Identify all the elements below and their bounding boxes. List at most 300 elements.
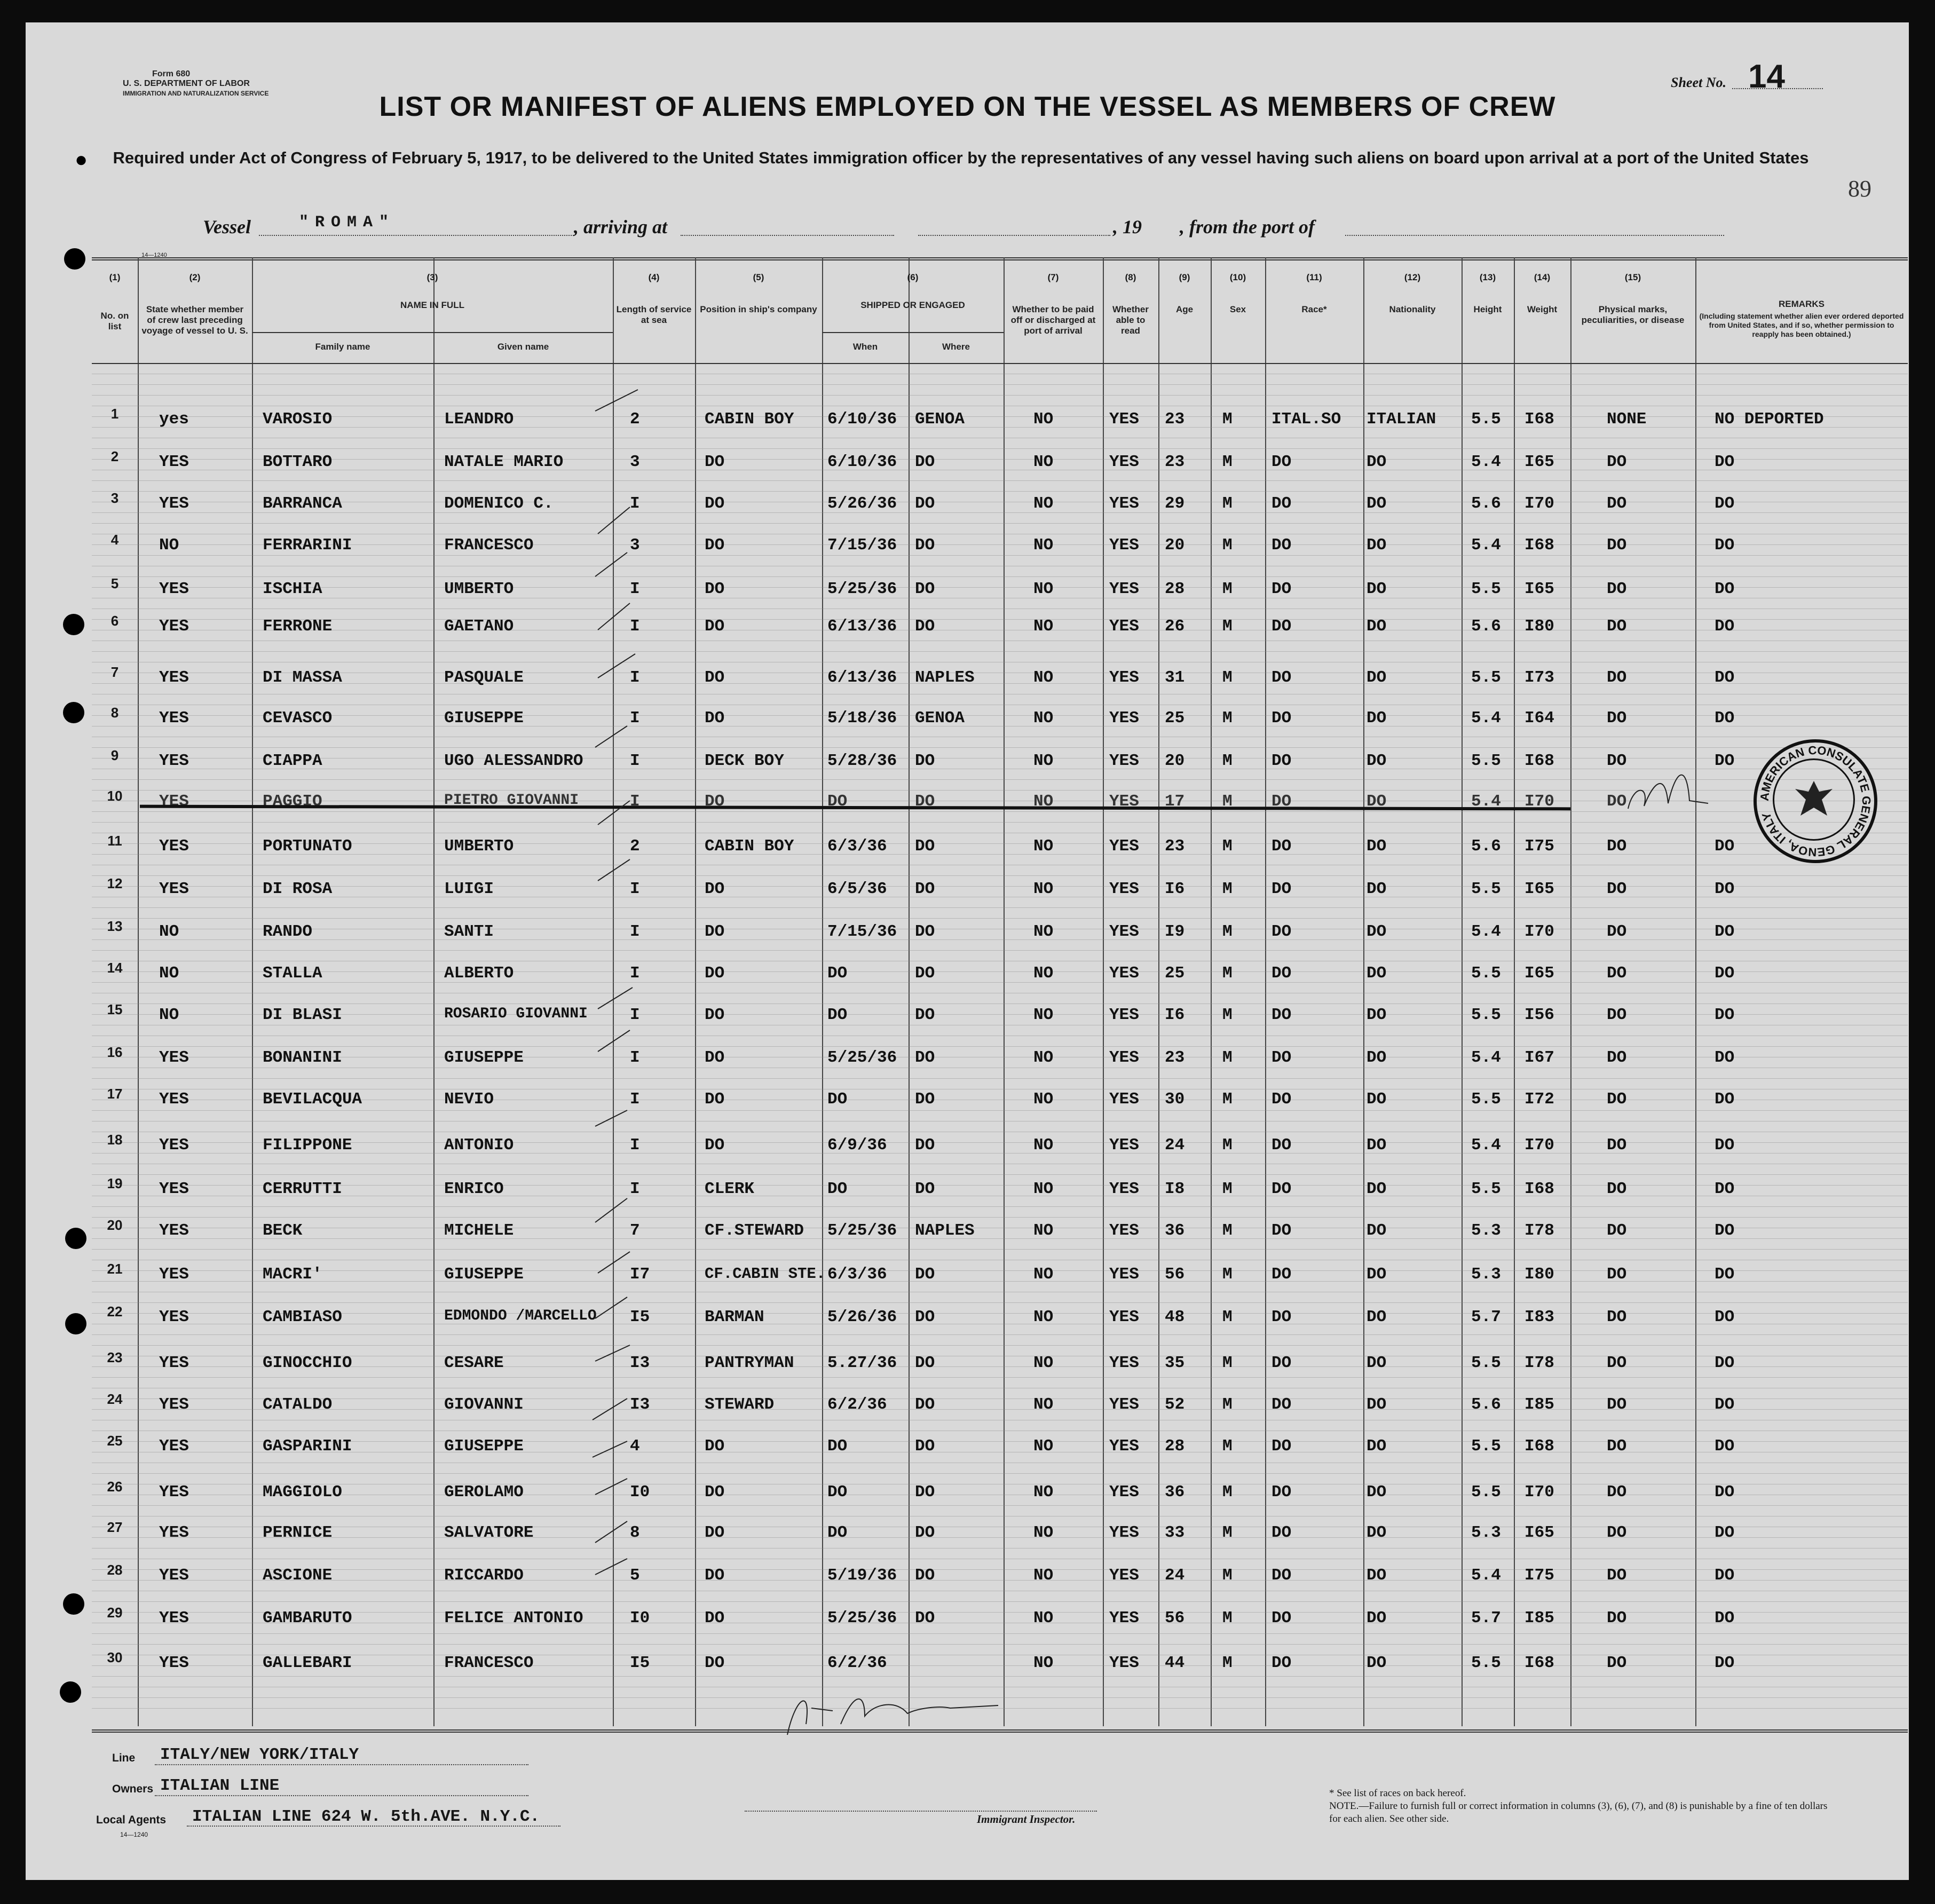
row-number: 26 bbox=[107, 1479, 123, 1495]
cell-read: YES bbox=[1109, 536, 1139, 555]
cell-nationality: DO bbox=[1367, 536, 1387, 555]
cell-sex: M bbox=[1222, 1308, 1233, 1326]
cell-race: DO bbox=[1271, 1566, 1292, 1585]
cell-where: GENOA bbox=[915, 709, 965, 728]
cell-read: YES bbox=[1109, 1609, 1139, 1628]
cell-height: 5.6 bbox=[1471, 1395, 1501, 1414]
cell-service: 4 bbox=[630, 1437, 640, 1456]
cell-given: UMBERTO bbox=[444, 837, 514, 856]
cell-given: LEANDRO bbox=[444, 410, 514, 429]
cell-remarks: DO bbox=[1715, 1090, 1735, 1109]
cell-nationality: DO bbox=[1367, 964, 1387, 983]
cell-when: DO bbox=[827, 1006, 848, 1024]
cell-height: 5.5 bbox=[1471, 410, 1501, 429]
cell-where: DO bbox=[915, 964, 935, 983]
cell-weight: I75 bbox=[1525, 837, 1554, 856]
cell-family: MACRI' bbox=[263, 1265, 322, 1284]
cell-marks: NONE bbox=[1607, 410, 1647, 429]
column-number: (8) bbox=[1125, 272, 1136, 282]
cell-marks: DO bbox=[1607, 837, 1627, 856]
cell-age: I8 bbox=[1165, 1180, 1185, 1198]
cell-sex: M bbox=[1222, 1566, 1233, 1585]
cell-family: RANDO bbox=[263, 922, 313, 941]
cell-family: CIAPPA bbox=[263, 752, 322, 770]
cell-sex: M bbox=[1222, 1483, 1233, 1502]
cell-marks: DO bbox=[1607, 922, 1627, 941]
cell-marks: DO bbox=[1607, 1566, 1627, 1585]
cell-marks: DO bbox=[1607, 880, 1627, 898]
cell-race: DO bbox=[1271, 453, 1292, 471]
cell-family: PORTUNATO bbox=[263, 837, 352, 856]
row-number: 19 bbox=[107, 1175, 123, 1191]
cell-service: 2 bbox=[630, 410, 640, 429]
cell-when: 6/10/36 bbox=[827, 453, 897, 471]
cell-nationality: DO bbox=[1367, 1483, 1387, 1502]
row-number: 12 bbox=[107, 875, 123, 891]
cell-height: 5.7 bbox=[1471, 1609, 1501, 1628]
cell-when: 6/3/36 bbox=[827, 837, 887, 856]
cell-when: 5/25/36 bbox=[827, 1048, 897, 1067]
cell-race: DO bbox=[1271, 709, 1292, 728]
cell-when: DO bbox=[827, 1483, 848, 1502]
cell-age: 31 bbox=[1165, 668, 1185, 687]
cell-sex: M bbox=[1222, 922, 1233, 941]
cell-paid: NO bbox=[1033, 1483, 1054, 1502]
column-header: Whether able to read bbox=[1112, 304, 1149, 336]
cell-height: 5.5 bbox=[1471, 1006, 1501, 1024]
cell-where: DO bbox=[915, 752, 935, 770]
cell-age: 20 bbox=[1165, 752, 1185, 770]
cell-weight: I65 bbox=[1525, 453, 1554, 471]
cell-age: I6 bbox=[1165, 1006, 1185, 1024]
cell-height: 5.6 bbox=[1471, 617, 1501, 636]
cell-read: YES bbox=[1109, 1308, 1139, 1326]
cell-family: BARRANCA bbox=[263, 494, 342, 513]
cell-height: 5.5 bbox=[1471, 1090, 1501, 1109]
cell-age: 24 bbox=[1165, 1566, 1185, 1585]
cell-when: 6/2/36 bbox=[827, 1654, 887, 1672]
sheet-number: 14 bbox=[1748, 58, 1785, 95]
cell-paid: NO bbox=[1033, 410, 1054, 429]
cell-given: GAETANO bbox=[444, 617, 514, 636]
row-number: 27 bbox=[107, 1519, 123, 1535]
cell-prev: YES bbox=[159, 1654, 189, 1672]
cell-when: 5/26/36 bbox=[827, 494, 897, 513]
cell-given: GIOVANNI bbox=[444, 1395, 524, 1414]
cell-remarks: DO bbox=[1715, 1048, 1735, 1067]
remarks-note: (Including statement whether alien ever ordered deported from United States, and if so, whether permission to reapply has been obtained.) bbox=[1699, 312, 1904, 338]
cell-service: I bbox=[630, 1180, 640, 1198]
cell-remarks: DO bbox=[1715, 580, 1735, 598]
cell-service: I bbox=[630, 880, 640, 898]
row-number: 3 bbox=[110, 490, 119, 506]
column-header: State whether member of crew last preceding voyage of vessel to U. S. bbox=[141, 304, 248, 336]
cell-nationality: DO bbox=[1367, 1265, 1387, 1284]
cell-weight: I70 bbox=[1525, 494, 1554, 513]
cell-given: SANTI bbox=[444, 922, 494, 941]
cell-position: DO bbox=[705, 964, 725, 983]
cell-race: DO bbox=[1271, 1354, 1292, 1372]
cell-prev: NO bbox=[159, 964, 179, 983]
cell-read: YES bbox=[1109, 1180, 1139, 1198]
row-number: 11 bbox=[107, 833, 122, 849]
cell-nationality: DO bbox=[1367, 1654, 1387, 1672]
cell-weight: I70 bbox=[1525, 792, 1554, 811]
cell-paid: NO bbox=[1033, 1395, 1054, 1414]
cell-given: PIETRO GIOVANNI bbox=[444, 792, 579, 809]
cell-family: MAGGIOLO bbox=[263, 1483, 342, 1502]
column-number: (15) bbox=[1624, 272, 1641, 282]
cell-prev: YES bbox=[159, 1523, 189, 1542]
cell-remarks: DO bbox=[1715, 536, 1735, 555]
cell-marks: DO bbox=[1607, 453, 1627, 471]
cell-age: 23 bbox=[1165, 837, 1185, 856]
cell-remarks: DO bbox=[1715, 1437, 1735, 1456]
cell-age: 28 bbox=[1165, 1437, 1185, 1456]
cell-position: DO bbox=[705, 1006, 725, 1024]
cell-sex: M bbox=[1222, 1265, 1233, 1284]
cell-weight: I68 bbox=[1525, 1437, 1554, 1456]
cell-remarks: DO bbox=[1715, 1006, 1735, 1024]
column-header: Position in ship's company bbox=[700, 304, 817, 314]
cell-family: BOTTARO bbox=[263, 453, 333, 471]
cell-remarks: DO bbox=[1715, 1654, 1735, 1672]
cell-read: YES bbox=[1109, 1006, 1139, 1024]
cell-read: YES bbox=[1109, 1437, 1139, 1456]
cell-read: YES bbox=[1109, 1483, 1139, 1502]
cell-where: DO bbox=[915, 1437, 935, 1456]
cell-nationality: DO bbox=[1367, 453, 1387, 471]
column-header: Nationality bbox=[1389, 304, 1436, 314]
column-header: Length of service at sea bbox=[616, 304, 692, 325]
cell-family: CAMBIASO bbox=[263, 1308, 342, 1326]
cell-service: I5 bbox=[630, 1654, 650, 1672]
column-number: (4) bbox=[648, 272, 660, 282]
cell-paid: NO bbox=[1033, 1566, 1054, 1585]
cell-position: DO bbox=[705, 1483, 725, 1502]
column-header: Whether to be paid off or discharged at port of arrival bbox=[1010, 304, 1096, 336]
column-header: Age bbox=[1175, 304, 1194, 314]
cell-sex: M bbox=[1222, 1395, 1233, 1414]
cell-service: 5 bbox=[630, 1566, 640, 1585]
cell-when: 5/26/36 bbox=[827, 1308, 897, 1326]
cell-where: DO bbox=[915, 1006, 935, 1024]
cell-family: BEVILACQUA bbox=[263, 1090, 362, 1109]
row-number: 15 bbox=[107, 1001, 123, 1017]
cell-nationality: DO bbox=[1367, 1136, 1387, 1155]
cell-paid: NO bbox=[1033, 668, 1054, 687]
cell-paid: NO bbox=[1033, 880, 1054, 898]
cell-when: 6/13/36 bbox=[827, 617, 897, 636]
cell-prev: YES bbox=[159, 1483, 189, 1502]
cell-given: LUIGI bbox=[444, 880, 494, 898]
cell-position: PANTRYMAN bbox=[705, 1354, 794, 1372]
cell-sex: M bbox=[1222, 410, 1233, 429]
cell-weight: I80 bbox=[1525, 1265, 1554, 1284]
cell-where: DO bbox=[915, 580, 935, 598]
cell-nationality: DO bbox=[1367, 1048, 1387, 1067]
cell-family: CEVASCO bbox=[263, 709, 333, 728]
cell-service: 3 bbox=[630, 453, 640, 471]
cell-remarks: DO bbox=[1715, 1483, 1735, 1502]
cell-nationality: DO bbox=[1367, 752, 1387, 770]
cell-paid: NO bbox=[1033, 1654, 1054, 1672]
cell-remarks: DO bbox=[1715, 617, 1735, 636]
cell-family: VAROSIO bbox=[263, 410, 333, 429]
cell-position: DO bbox=[705, 494, 725, 513]
cell-prev: YES bbox=[159, 580, 189, 598]
row-number: 28 bbox=[107, 1562, 123, 1578]
cell-where: DO bbox=[915, 1048, 935, 1067]
cell-remarks: DO bbox=[1715, 880, 1735, 898]
cell-age: 28 bbox=[1165, 580, 1185, 598]
cell-read: YES bbox=[1109, 453, 1139, 471]
cell-marks: DO bbox=[1607, 1006, 1627, 1024]
column-number: (3) bbox=[427, 272, 438, 282]
cell-marks: DO bbox=[1607, 709, 1627, 728]
cell-paid: NO bbox=[1033, 1180, 1054, 1198]
service-name: IMMIGRATION AND NATURALIZATION SERVICE bbox=[123, 90, 269, 97]
cell-remarks: DO bbox=[1715, 453, 1735, 471]
cell-weight: I80 bbox=[1525, 617, 1554, 636]
cell-when: 6/2/36 bbox=[827, 1395, 887, 1414]
cell-where: NAPLES bbox=[915, 668, 975, 687]
cell-prev: YES bbox=[159, 880, 189, 898]
cell-family: STALLA bbox=[263, 964, 322, 983]
cell-weight: I65 bbox=[1525, 1523, 1554, 1542]
cell-remarks: DO bbox=[1715, 1566, 1735, 1585]
cell-race: DO bbox=[1271, 922, 1292, 941]
cell-given: FRANCESCO bbox=[444, 536, 534, 555]
cell-family: GAMBARUTO bbox=[263, 1609, 352, 1628]
cell-weight: I68 bbox=[1525, 752, 1554, 770]
cell-when: 7/15/36 bbox=[827, 536, 897, 555]
cell-family: DI BLASI bbox=[263, 1006, 342, 1024]
cell-prev: YES bbox=[159, 1136, 189, 1155]
cell-weight: I64 bbox=[1525, 709, 1554, 728]
row-number: 7 bbox=[110, 664, 119, 680]
cell-position: DO bbox=[705, 536, 725, 555]
column-subheader: Where bbox=[942, 342, 970, 352]
cell-when: 5/25/36 bbox=[827, 1221, 897, 1240]
cell-paid: NO bbox=[1033, 617, 1054, 636]
cell-sex: M bbox=[1222, 792, 1233, 811]
cell-race: DO bbox=[1271, 752, 1292, 770]
column-subheader: Family name bbox=[315, 342, 370, 352]
cell-marks: DO bbox=[1607, 1437, 1627, 1456]
cell-read: YES bbox=[1109, 922, 1139, 941]
cell-weight: I68 bbox=[1525, 410, 1554, 429]
cell-remarks: DO bbox=[1715, 964, 1735, 983]
cell-nationality: DO bbox=[1367, 1308, 1387, 1326]
cell-position: DO bbox=[705, 617, 725, 636]
cell-position: DO bbox=[705, 1090, 725, 1109]
cell-nationality: DO bbox=[1367, 617, 1387, 636]
cell-where: DO bbox=[915, 617, 935, 636]
cell-service: I0 bbox=[630, 1483, 650, 1502]
cell-remarks: DO bbox=[1715, 1308, 1735, 1326]
cell-height: 5.5 bbox=[1471, 1180, 1501, 1198]
cell-prev: YES bbox=[159, 1265, 189, 1284]
cell-race: DO bbox=[1271, 837, 1292, 856]
cell-position: DO bbox=[705, 580, 725, 598]
stamp-text: AMERICAN CONSULATE GENERAL GENOA, ITALY bbox=[1757, 743, 1874, 859]
cell-when: 6/13/36 bbox=[827, 668, 897, 687]
cell-race: DO bbox=[1271, 1483, 1292, 1502]
cell-nationality: DO bbox=[1367, 1523, 1387, 1542]
cell-sex: M bbox=[1222, 1136, 1233, 1155]
cell-paid: NO bbox=[1033, 1354, 1054, 1372]
cell-where: DO bbox=[915, 1090, 935, 1109]
cell-paid: NO bbox=[1033, 1048, 1054, 1067]
cell-height: 5.5 bbox=[1471, 1483, 1501, 1502]
cell-position: CF.STEWARD bbox=[705, 1221, 804, 1240]
cell-given: UGO ALESSANDRO bbox=[444, 752, 583, 770]
cell-nationality: DO bbox=[1367, 1180, 1387, 1198]
cell-height: 5.6 bbox=[1471, 494, 1501, 513]
cell-given: NATALE MARIO bbox=[444, 453, 564, 471]
cell-position: DO bbox=[705, 1523, 725, 1542]
cell-race: ITAL.SO bbox=[1271, 410, 1341, 429]
cell-given: ANTONIO bbox=[444, 1136, 514, 1155]
cell-height: 5.7 bbox=[1471, 1308, 1501, 1326]
cell-given: FRANCESCO bbox=[444, 1654, 534, 1672]
cell-family: FERRONE bbox=[263, 617, 333, 636]
cell-age: 30 bbox=[1165, 1090, 1185, 1109]
cell-given: ALBERTO bbox=[444, 964, 514, 983]
cell-age: 26 bbox=[1165, 617, 1185, 636]
cell-when: DO bbox=[827, 964, 848, 983]
cell-when: 5/28/36 bbox=[827, 752, 897, 770]
cell-prev: YES bbox=[159, 1395, 189, 1414]
year-label: , 19 bbox=[1113, 216, 1142, 238]
cell-height: 5.4 bbox=[1471, 1566, 1501, 1585]
cell-service: I bbox=[630, 1136, 640, 1155]
cell-paid: NO bbox=[1033, 1437, 1054, 1456]
cell-service: I bbox=[630, 580, 640, 598]
cell-race: DO bbox=[1271, 1090, 1292, 1109]
cell-where: DO bbox=[915, 1395, 935, 1414]
cell-nationality: DO bbox=[1367, 880, 1387, 898]
cell-when: DO bbox=[827, 1523, 848, 1542]
eagle-seal-icon bbox=[1773, 759, 1855, 841]
cell-read: YES bbox=[1109, 752, 1139, 770]
cell-nationality: DO bbox=[1367, 1609, 1387, 1628]
footer-form-code: 14—1240 bbox=[120, 1831, 148, 1838]
row-number: 23 bbox=[107, 1349, 123, 1365]
cell-marks: DO bbox=[1607, 1354, 1627, 1372]
cell-where: DO bbox=[915, 1566, 935, 1585]
cell-read: YES bbox=[1109, 880, 1139, 898]
cell-read: YES bbox=[1109, 1395, 1139, 1414]
owners-label: Owners bbox=[112, 1783, 154, 1795]
cell-sex: M bbox=[1222, 1523, 1233, 1542]
cell-remarks: DO bbox=[1715, 837, 1735, 856]
page-number: 89 bbox=[1848, 176, 1871, 202]
row-number: 13 bbox=[107, 918, 123, 934]
cell-height: 5.4 bbox=[1471, 453, 1501, 471]
cell-prev: YES bbox=[159, 1437, 189, 1456]
cell-family: GALLEBARI bbox=[263, 1654, 352, 1672]
cell-remarks: DO bbox=[1715, 1221, 1735, 1240]
column-subheader: Given name bbox=[497, 342, 549, 352]
cell-sex: M bbox=[1222, 453, 1233, 471]
cell-sex: M bbox=[1222, 1609, 1233, 1628]
cell-height: 5.4 bbox=[1471, 792, 1501, 811]
cell-nationality: DO bbox=[1367, 668, 1387, 687]
cell-age: 48 bbox=[1165, 1308, 1185, 1326]
cell-where: NAPLES bbox=[915, 1221, 975, 1240]
column-number: (9) bbox=[1179, 272, 1190, 282]
cell-race: DO bbox=[1271, 668, 1292, 687]
cell-when: 5/19/36 bbox=[827, 1566, 897, 1585]
row-number: 8 bbox=[110, 705, 119, 721]
cell-read: YES bbox=[1109, 964, 1139, 983]
cell-when: DO bbox=[827, 1437, 848, 1456]
cell-where: DO bbox=[915, 1308, 935, 1326]
cell-position: DO bbox=[705, 453, 725, 471]
cell-remarks: DO bbox=[1715, 1136, 1735, 1155]
cell-service: I7 bbox=[630, 1265, 650, 1284]
cell-sex: M bbox=[1222, 1180, 1233, 1198]
cell-where: DO bbox=[915, 1136, 935, 1155]
cell-when: DO bbox=[827, 792, 848, 811]
cell-service: I bbox=[630, 1006, 640, 1024]
cell-service: 7 bbox=[630, 1221, 640, 1240]
cell-where: DO bbox=[915, 1483, 935, 1502]
cell-prev: YES bbox=[159, 752, 189, 770]
cell-weight: I72 bbox=[1525, 1090, 1554, 1109]
cell-remarks: NO DEPORTED bbox=[1715, 410, 1824, 429]
cell-height: 5.5 bbox=[1471, 1354, 1501, 1372]
cell-height: 5.5 bbox=[1471, 880, 1501, 898]
cell-remarks: DO bbox=[1715, 668, 1735, 687]
cell-given: FELICE ANTONIO bbox=[444, 1609, 583, 1628]
column-number: (13) bbox=[1479, 272, 1496, 282]
cell-family: BECK bbox=[263, 1221, 303, 1240]
cell-age: 23 bbox=[1165, 1048, 1185, 1067]
form-code: 14—1240 bbox=[141, 252, 167, 258]
cell-given: UMBERTO bbox=[444, 580, 514, 598]
cell-read: YES bbox=[1109, 1566, 1139, 1585]
column-header: SHIPPED OR ENGAGED bbox=[860, 300, 965, 310]
line-label: Line bbox=[112, 1752, 136, 1764]
cell-paid: NO bbox=[1033, 709, 1054, 728]
page-title: LIST OR MANIFEST OF ALIENS EMPLOYED ON THE VESSEL AS MEMBERS OF CREW bbox=[379, 91, 1556, 122]
column-number: (10) bbox=[1229, 272, 1246, 282]
form-number: Form 680 bbox=[152, 69, 191, 78]
cell-service: I bbox=[630, 668, 640, 687]
cell-paid: NO bbox=[1033, 837, 1054, 856]
row-number: 14 bbox=[107, 960, 123, 976]
cell-where: DO bbox=[915, 880, 935, 898]
column-number: (6) bbox=[907, 272, 919, 282]
row-number: 24 bbox=[107, 1391, 123, 1407]
cell-marks: DO bbox=[1607, 1654, 1627, 1672]
cell-remarks: DO bbox=[1715, 1523, 1735, 1542]
cell-given: PASQUALE bbox=[444, 668, 524, 687]
cell-race: DO bbox=[1271, 536, 1292, 555]
cell-read: YES bbox=[1109, 1090, 1139, 1109]
cell-weight: I85 bbox=[1525, 1609, 1554, 1628]
cell-where: DO bbox=[915, 1265, 935, 1284]
cell-given: ENRICO bbox=[444, 1180, 504, 1198]
cell-nationality: DO bbox=[1367, 1354, 1387, 1372]
column-number: (5) bbox=[753, 272, 764, 282]
cell-given: ROSARIO GIOVANNI bbox=[444, 1006, 588, 1022]
cell-sex: M bbox=[1222, 668, 1233, 687]
cell-paid: NO bbox=[1033, 964, 1054, 983]
